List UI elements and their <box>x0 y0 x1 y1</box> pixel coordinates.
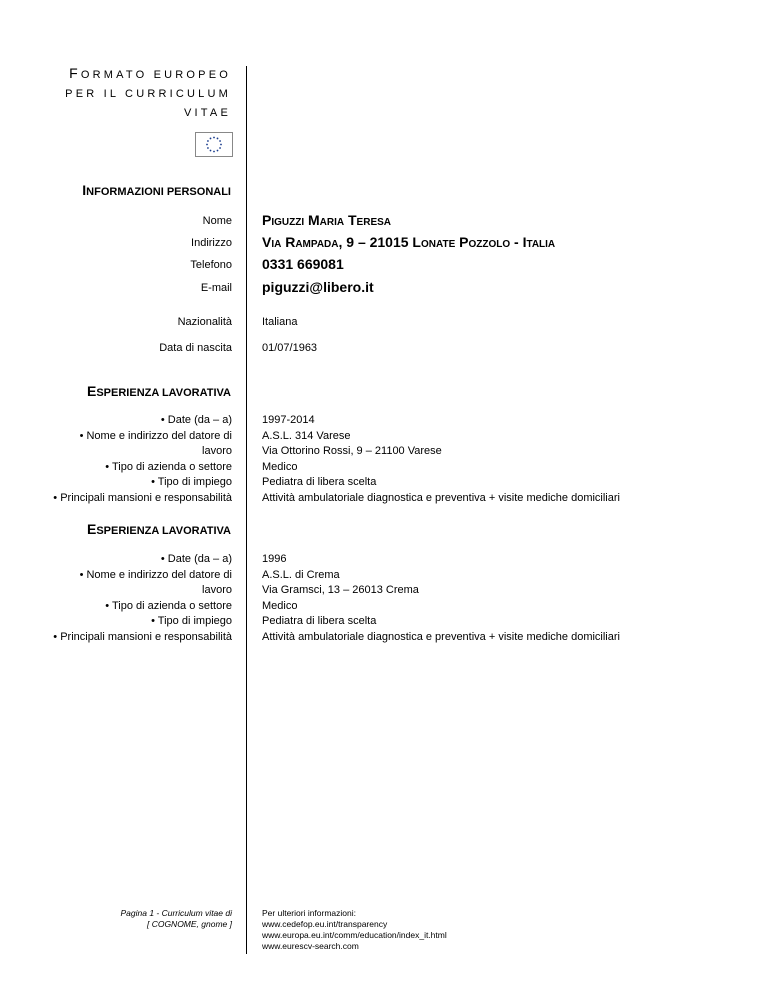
footer-page-line-2: [ COGNOME, gnome ] <box>146 919 232 929</box>
footer-link-europa[interactable]: www.europa.eu.int/comm/education/index_it.html <box>262 930 447 940</box>
value-duties: Attività ambulatoriale diagnostica e preventiva + visite mediche domiciliari <box>262 491 620 504</box>
label-employer-cont: lavoro <box>202 584 232 596</box>
value-sector: Medico <box>262 599 298 612</box>
label-data-nascita: Data di nascita <box>159 342 232 354</box>
label-sector: • Tipo di azienda o settore <box>105 599 232 612</box>
label-duties: • Principali mansioni e responsabilità <box>53 491 232 504</box>
label-duties: • Principali mansioni e responsabilità <box>53 630 232 643</box>
label-sector: • Tipo di azienda o settore <box>105 460 232 473</box>
value-indirizzo: Via Rampada, 9 – 21015 Lonate Pozzolo - Italia <box>262 234 556 250</box>
value-job-type: Pediatra di libera scelta <box>262 476 377 488</box>
title-line-3: VITAE <box>184 107 231 119</box>
eu-star <box>206 144 208 146</box>
footer-link-eurescv[interactable]: www.eurescv-search.com <box>262 941 359 951</box>
section-personal-info: INFORMAZIONI PERSONALI <box>82 182 231 198</box>
value-duties: Attività ambulatoriale diagnostica e preventiva + visite mediche domiciliari <box>262 630 620 643</box>
experience-1-labels <box>53 413 232 506</box>
footer-page-line-1: Pagina 1 - Curriculum vitae di <box>120 908 232 918</box>
label-indirizzo: Indirizzo <box>191 237 232 249</box>
value-data-nascita: 01/07/1963 <box>262 342 318 354</box>
value-employer-address: Via Gramsci, 13 – 26013 Crema <box>262 584 419 596</box>
value-job-type: Pediatra di libera scelta <box>262 615 377 627</box>
label-nazionalita: Nazionalità <box>177 316 232 328</box>
value-sector: Medico <box>262 460 298 473</box>
label-employer: • Nome e indirizzo del datore di <box>79 568 232 581</box>
experience-1-values <box>262 413 620 506</box>
footer-info-label: Per ulteriori informazioni: <box>262 908 357 918</box>
label-job-type: • Tipo di impiego <box>151 615 232 627</box>
eu-star <box>217 150 219 152</box>
value-employer: A.S.L. di Crema <box>262 568 340 581</box>
value-nome: Piguzzi Maria Teresa <box>262 212 392 228</box>
section-experience-2: ESPERIENZA LAVORATIVA <box>87 521 231 537</box>
footer-links <box>262 908 447 952</box>
footer-link-cedefop[interactable]: www.cedefop.eu.int/transparency <box>262 919 388 929</box>
eu-star <box>207 140 209 142</box>
value-employer: A.S.L. 314 Varese <box>262 429 351 442</box>
experience-2-values <box>262 552 620 645</box>
column-divider <box>246 66 247 954</box>
label-date: • Date (da – a) <box>160 553 232 565</box>
eu-stars-icon <box>196 133 232 156</box>
value-email: piguzzi@libero.it <box>262 279 374 295</box>
eu-star <box>219 140 221 142</box>
eu-star <box>213 151 215 153</box>
footer-page-info <box>121 908 233 930</box>
title-line-2: PER IL CURRICULUM <box>65 88 231 100</box>
value-date: 1996 <box>262 553 287 565</box>
eu-star <box>213 137 215 139</box>
eu-star <box>207 147 209 149</box>
label-job-type: • Tipo di impiego <box>151 476 232 488</box>
value-date: 1997-2014 <box>262 414 315 426</box>
label-email: E-mail <box>200 282 232 294</box>
experience-2-labels <box>53 552 232 645</box>
label-employer: • Nome e indirizzo del datore di <box>79 429 232 442</box>
value-nazionalita: Italiana <box>262 316 298 328</box>
label-employer-cont: lavoro <box>202 445 232 457</box>
eu-star <box>219 147 221 149</box>
value-employer-address: Via Ottorino Rossi, 9 – 21100 Varese <box>262 445 442 457</box>
label-nome: Nome <box>202 215 232 227</box>
section-experience-1: ESPERIENZA LAVORATIVA <box>87 383 231 399</box>
eu-flag-icon <box>195 132 233 157</box>
title-line-1: FORMATO EUROPEO <box>69 65 231 81</box>
value-telefono: 0331 669081 <box>262 256 344 272</box>
label-date: • Date (da – a) <box>160 414 232 426</box>
eu-star <box>210 150 212 152</box>
eu-star <box>217 138 219 140</box>
eu-star <box>210 138 212 140</box>
label-telefono: Telefono <box>190 259 232 271</box>
eu-star <box>220 144 222 146</box>
